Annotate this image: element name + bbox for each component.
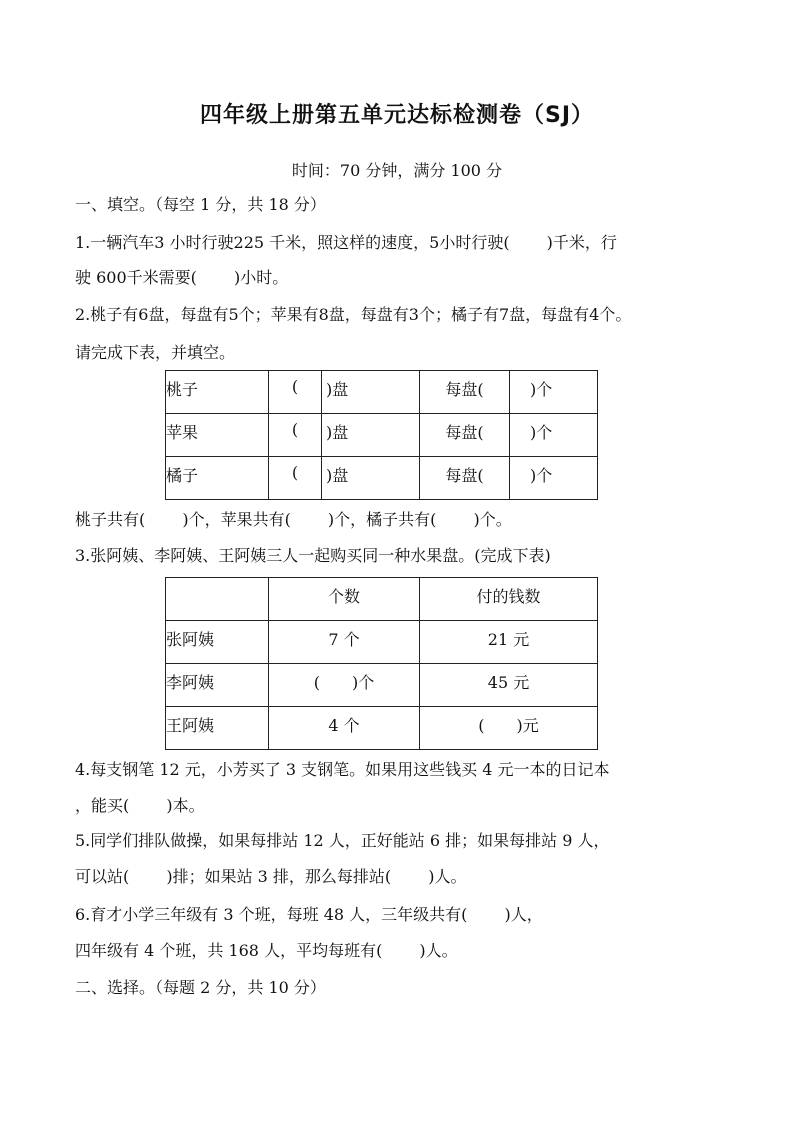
each-plate-text: 每盘( [445, 423, 484, 442]
each-plate-blank [420, 457, 510, 500]
plate-unit [322, 371, 420, 414]
question-6-line-1: 6.育才小学三年级有 3 个班，每班 48 人，三年级共有( )人， [75, 905, 543, 924]
plate-blank [269, 457, 322, 500]
person-name: 李阿姨 [166, 673, 215, 692]
money-value: ( )元 [478, 716, 539, 735]
page-title: 四年级上册第五单元达标检测卷（SJ） [199, 103, 595, 128]
fruit-name: 橘子 [166, 466, 199, 485]
question-5-line-2: 可以站( )排；如果站 3 排，那么每排站( )人。 [75, 867, 467, 886]
question-6-line-2: 四年级有 4 个班，共 168 人，平均每班有( )人。 [75, 941, 458, 960]
count-unit-text: )个 [530, 423, 553, 442]
table-row [166, 707, 598, 750]
money-cell [420, 621, 598, 664]
count-unit [510, 457, 598, 500]
count-unit [510, 414, 598, 457]
header-cell [420, 578, 598, 621]
money-value: 45 元 [487, 673, 530, 692]
count-cell [269, 707, 420, 750]
fruit-cell [166, 414, 269, 457]
count-value: 7 个 [328, 630, 360, 649]
each-plate-blank [420, 414, 510, 457]
header-text: 个数 [327, 587, 360, 606]
table-row [166, 621, 598, 664]
person-name: 张阿姨 [166, 630, 215, 649]
each-plate-blank [420, 371, 510, 414]
question-1-line-2: 驶 600千米需要( )小时。 [75, 268, 289, 287]
count-cell [269, 621, 420, 664]
person-name: 王阿姨 [166, 716, 215, 735]
fruit-table [165, 370, 598, 500]
question-1-line-1: 1.一辆汽车3 小时行驶225 千米，照这样的速度，5小时行驶( )千米，行 [75, 233, 617, 252]
each-plate-text: 每盘( [445, 466, 484, 485]
purchase-table [165, 577, 598, 750]
plate-unit [322, 414, 420, 457]
name-cell [166, 664, 269, 707]
count-unit-text: )个 [530, 380, 553, 399]
header-cell [166, 578, 269, 621]
table-header-row [166, 578, 598, 621]
name-cell [166, 707, 269, 750]
plate-unit-text: )盘 [326, 380, 349, 399]
fruit-cell [166, 457, 269, 500]
question-2-fill: 桃子共有( )个，苹果共有( )个，橘子共有( )个。 [75, 510, 512, 529]
question-3-line: 3.张阿姨、李阿姨、王阿姨三人一起购买同一种水果盘。(完成下表) [75, 546, 551, 565]
header-text [166, 578, 268, 584]
count-value: ( )个 [313, 673, 375, 692]
section-2-heading: 二、选择。（每题 2 分，共 10 分） [75, 978, 326, 997]
fruit-name: 桃子 [166, 380, 199, 399]
table-row [166, 457, 598, 500]
count-value: 4 个 [328, 716, 360, 735]
table-row [166, 664, 598, 707]
money-cell [420, 707, 598, 750]
paren-open: ( [291, 377, 299, 396]
question-2-line-1: 2.桃子有6盘，每盘有5个；苹果有8盘，每盘有3个；橘子有7盘，每盘有4个。 [75, 305, 632, 324]
paren-open: ( [291, 463, 299, 482]
header-text: 付的钱数 [476, 587, 541, 606]
section-1-heading: 一、填空。（每空 1 分，共 18 分） [75, 195, 326, 214]
header-cell [269, 578, 420, 621]
count-unit-text: )个 [530, 466, 553, 485]
fruit-name: 苹果 [166, 423, 199, 442]
plate-unit-text: )盘 [326, 423, 349, 442]
plate-blank [269, 414, 322, 457]
fruit-cell [166, 371, 269, 414]
plate-unit [322, 457, 420, 500]
count-unit [510, 371, 598, 414]
each-plate-text: 每盘( [445, 380, 484, 399]
plate-unit-text: )盘 [326, 466, 349, 485]
money-value: 21 元 [487, 630, 530, 649]
table-row [166, 414, 598, 457]
exam-info: 时间：70 分钟，满分 100 分 [291, 161, 503, 180]
table-row [166, 371, 598, 414]
question-2-line-2: 请完成下表，并填空。 [75, 343, 236, 362]
question-5-line-1: 5.同学们排队做操，如果每排站 12 人，正好能站 6 排；如果每排站 9 人， [75, 831, 610, 850]
plate-blank [269, 371, 322, 414]
paren-open: ( [291, 420, 299, 439]
question-4-line-1: 4.每支钢笔 12 元，小芳买了 3 支钢笔。如果用这些钱买 4 元一本的日记本 [75, 760, 610, 779]
question-4-line-2: ，能买( )本。 [75, 796, 205, 815]
name-cell [166, 621, 269, 664]
money-cell [420, 664, 598, 707]
count-cell [269, 664, 420, 707]
